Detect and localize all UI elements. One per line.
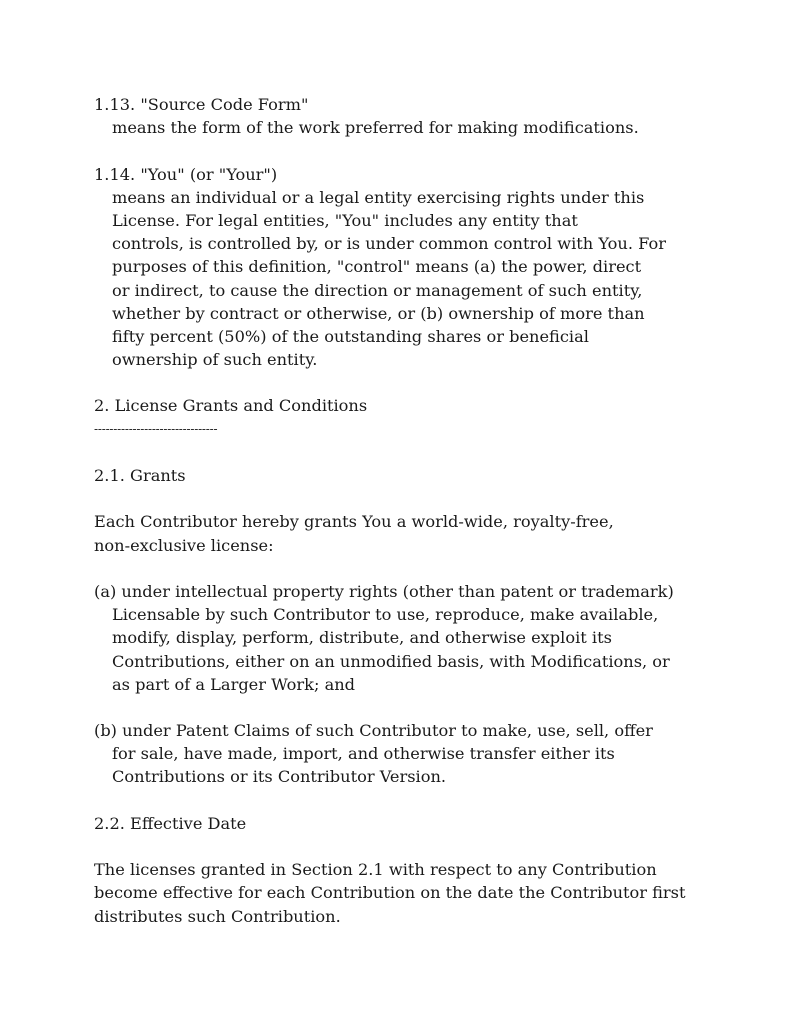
list-item-a-first-line: (a) under intellectual property rights (other than patent or trademark) [94, 581, 674, 601]
list-item-b-text: Contributions or its Contributor Version. [112, 767, 447, 787]
license-document [94, 93, 774, 928]
paragraph-text: become effective for each Contribution on the date the Contributor first [94, 883, 686, 903]
spacer [94, 789, 774, 812]
definition-text: means the form of the work preferred for making modifications. [112, 118, 639, 138]
section-heading-2: 2. License Grants and Conditions [94, 396, 368, 416]
paragraph-text: The licenses granted in Section 2.1 with respect to any Contribution [94, 860, 657, 880]
list-item-a-text: Contributions, either on an unmodified basis, with Modifications, or [112, 651, 670, 671]
section-underline-rule: -------------------------------- [94, 421, 218, 436]
definition-text: controls, is controlled by, or is under common control with You. For [112, 234, 666, 254]
spacer [94, 835, 774, 858]
definition-text: fifty percent (50%) of the outstanding shares or beneficial [112, 326, 589, 346]
definition-text: License. For legal entities, "You" includes any entity that [112, 210, 578, 230]
spacer [94, 557, 774, 580]
definition-text: purposes of this definition, "control" means (a) the power, direct [112, 257, 642, 277]
definition-text: or indirect, to cause the direction or management of such entity, [112, 280, 643, 300]
definition-text: whether by contract or otherwise, or (b) ownership of more than [112, 303, 645, 323]
spacer [94, 441, 774, 464]
list-item-b-first-line: (b) under Patent Claims of such Contributor to make, use, sell, offer [94, 721, 653, 741]
spacer [94, 371, 774, 394]
spacer [94, 696, 774, 719]
section-heading-2-2: 2.2. Effective Date [94, 813, 247, 833]
list-item-a-text: Licensable by such Contributor to use, reproduce, make available, [112, 605, 659, 625]
definition-text: means an individual or a legal entity exercising rights under this [112, 187, 645, 207]
list-item-a-text: as part of a Larger Work; and [112, 674, 356, 694]
spacer [94, 139, 774, 162]
paragraph-text: non-exclusive license: [94, 535, 274, 555]
section-heading-1-13: 1.13. "Source Code Form" [94, 95, 309, 114]
section-heading-2-1: 2.1. Grants [94, 466, 186, 485]
paragraph-text: distributes such Contribution. [94, 906, 341, 926]
paragraph-text: Each Contributor hereby grants You a world-wide, royalty-free, [94, 512, 614, 532]
spacer [94, 487, 774, 510]
list-item-b-text: for sale, have made, import, and otherwise transfer either its [112, 744, 615, 764]
definition-text: ownership of such entity. [112, 350, 318, 370]
list-item-a-text: modify, display, perform, distribute, and otherwise exploit its [112, 628, 612, 648]
section-heading-1-14: 1.14. "You" (or "Your") [94, 164, 278, 184]
